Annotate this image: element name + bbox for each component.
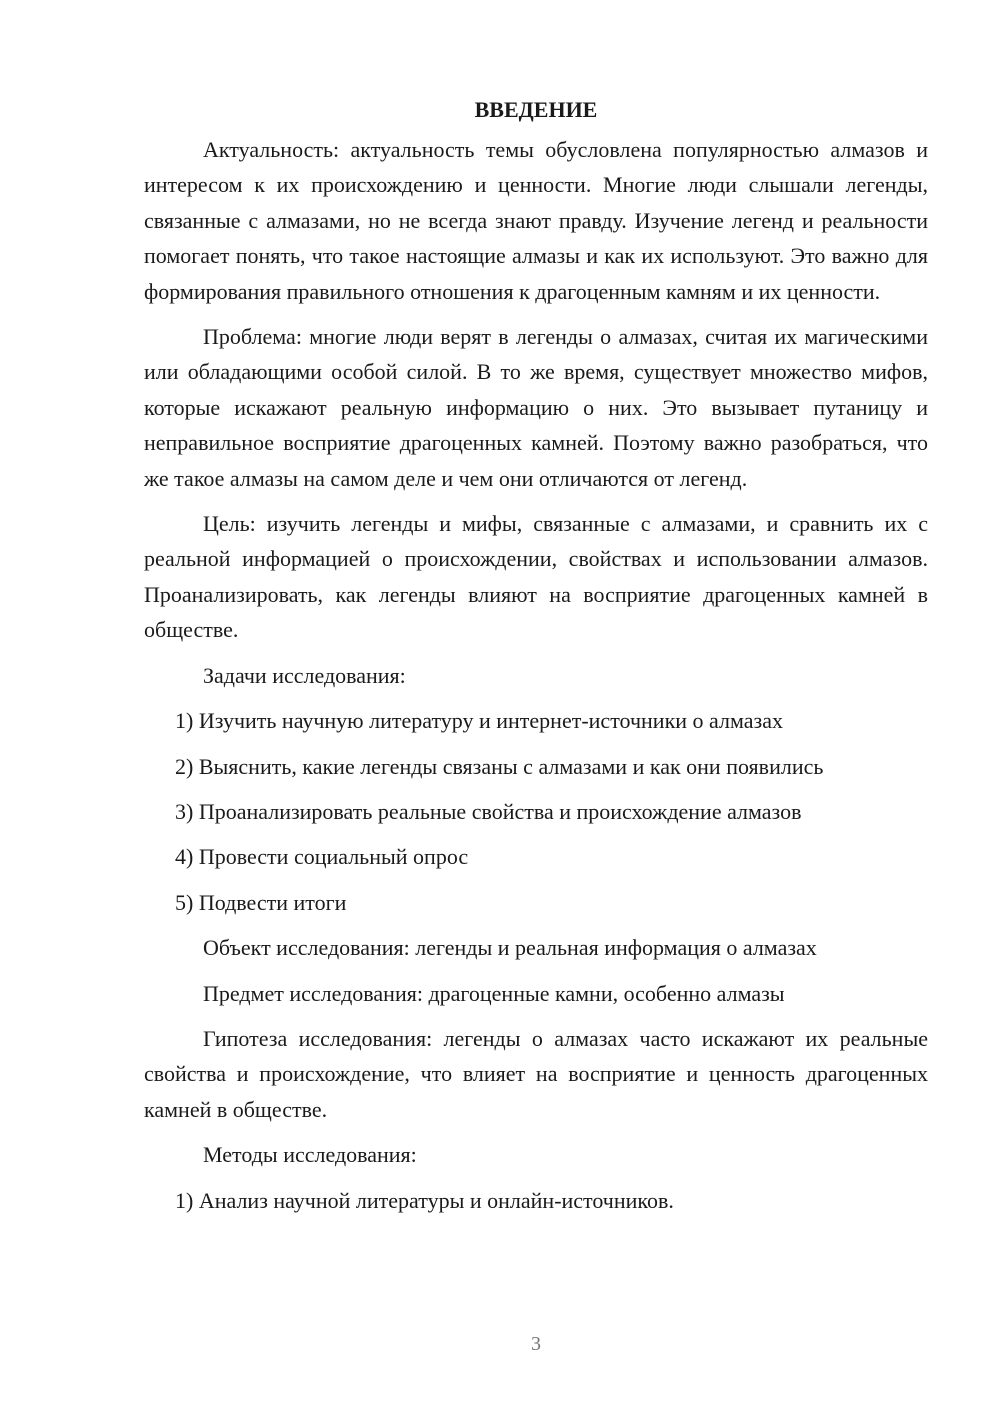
task-item-2: 2) Выяснить, какие легенды связаны с алмазами и как они появились xyxy=(175,753,824,779)
task-item-4: 4) Провести социальный опрос xyxy=(175,844,469,870)
task-item-3: 3) Проанализировать реальные свойства и происхождение алмазов xyxy=(175,798,802,824)
hypothesis-paragraph: Гипотеза исследования: легенды о алмазах часто искажают их реальные свойства и происхождение, что влияет на восприятие и ценность драгоценных камней в обществе. xyxy=(144,1025,928,1122)
relevance-paragraph: Актуальность: актуальность темы обусловлена популярностью алмазов и интересом к их происхождению и ценности. Многие люди слышали легенды, связанные с алмазами, но не всегда знают правду. Изучение легенд и реальности помогает понять, что такое настоящие алмазы и как их используют. Это важно для формирования правильного отношения к драгоценным камням и их ценности. xyxy=(144,137,928,304)
tasks-title: Задачи исследования: xyxy=(203,662,406,688)
task-item-5: 5) Подвести итоги xyxy=(175,889,347,915)
section-heading: ВВЕДЕНИЕ xyxy=(474,97,598,122)
problem-paragraph: Проблема: многие люди верят в легенды о алмазах, считая их магическими или обладающими особой силой. В то же время, существует множество мифов, которые искажают реальную информацию о них. Это вызывает путаницу и неправильное восприятие драгоценных камней. Поэтому важно разобраться, что же такое алмазы на самом деле и чем они отличаются от легенд. xyxy=(144,324,928,491)
goal-paragraph: Цель: изучить легенды и мифы, связанные с алмазами, и сравнить их с реальной информацией о происхождении, свойствах и использовании алмазов. Проанализировать, как легенды влияют на восприятие драгоценных камней в обществе. xyxy=(144,511,928,643)
page-content xyxy=(144,92,928,1228)
task-item-1: 1) Изучить научную литературу и интернет-источники о алмазах xyxy=(175,708,783,734)
page-number: 3 xyxy=(531,1333,541,1355)
method-item-1: 1) Анализ научной литературы и онлайн-источников. xyxy=(175,1187,674,1213)
research-subject: Предмет исследования: драгоценные камни, особенно алмазы xyxy=(203,980,785,1006)
research-object: Объект исследования: легенды и реальная информация о алмазах xyxy=(203,935,817,961)
methods-title: Методы исследования: xyxy=(203,1142,417,1168)
